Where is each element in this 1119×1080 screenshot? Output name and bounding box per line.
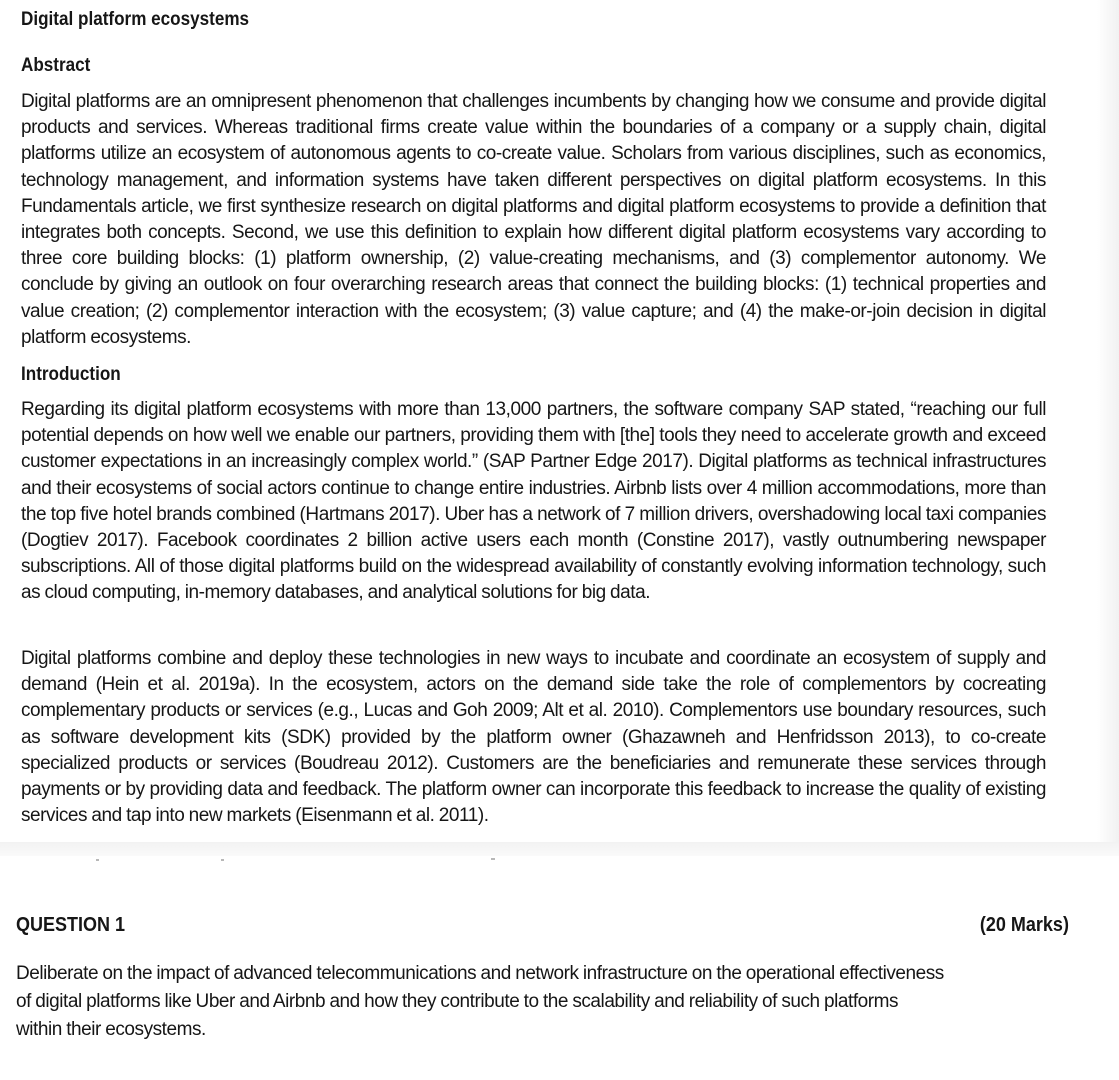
document-title: Digital platform ecosystems: [21, 9, 250, 30]
abstract-paragraph: Digital platforms are an omnipresent phenomenon that challenges incumbents by changing how we consume and provide digital products and services. Whereas traditional firms create value within the boundaries of a company or a supply chain, digital platforms utilize an ecosystem of autonomous agents to co-create value. Scholars from various disciplines, such as economics, technology management, and information systems have taken different perspectives on digital platform ecosystems. In this Fundamentals article, we first synthesize research on digital platforms and digital platform ecosystems to provide a definition that integrates both concepts. Second, we use this definition to explain how different digital platform ecosystems vary according to three core building blocks: (1) platform ownership, (2) value-creating mechanisms, and (3) complementor autonomy. We conclude by giving an outlook on four overarching research areas that connect the building blocks: (1) technical properties and value creation; (2) complementor interaction with the ecosystem; (3) value capture; and (4) the make-or-join decision in digital platform ecosystems.: [21, 91, 1046, 348]
scan-shadow-edge: [1097, 0, 1119, 848]
abstract-heading: Abstract: [21, 55, 91, 76]
cropped-text-remnant: [0, 856, 1119, 866]
introduction-paragraph-2: Digital platforms combine and deploy these technologies in new ways to incubate and coordinate an ecosystem of supply and demand (Hein et al. 2019a). In the ecosystem, actors on the demand side take the role of complementors by cocreating complementary products or services (e.g., Lucas and Goh 2009; Alt et al. 2010). Complementors use boundary resources, such as software development kits (SDK) provided by the platform owner (Ghazawneh and Henfridsson 2013), to co-create specialized products or services (Boudreau 2012). Customers are the beneficiaries and remunerate these services through payments or by providing data and feedback. The platform owner can incorporate this feedback to increase the quality of existing services and tap into new markets (Eisenmann et al. 2011).: [21, 648, 1046, 827]
question-marks: (20 Marks): [979, 914, 1069, 936]
image-divider: [0, 842, 1119, 856]
question-text: Deliberate on the impact of advanced telecommunications and network infrastructure on the operational effectiveness of digital platforms like Uber and Airbnb and how they contribute to the scalability and reliability of such platforms within their ecosystems.: [16, 963, 944, 1040]
question-title: QUESTION 1: [16, 914, 126, 936]
introduction-paragraph-1: Regarding its digital platform ecosystems with more than 13,000 partners, the software company SAP stated, “reaching our full potential depends on how well we enable our partners, providing them with [the] tools they need to accelerate growth and exceed customer expectations in an increasingly complex world.” (SAP Partner Edge 2017). Digital platforms as technical infrastructures and their ecosystems of social actors continue to change entire industries. Airbnb lists over 4 million accommodations, more than the top five hotel brands combined (Hartmans 2017). Uber has a network of 7 million drivers, overshadowing local taxi companies (Dogtiev 2017). Facebook coordinates 2 billion active users each month (Constine 2017), vastly outnumbering newspaper subscriptions. All of those digital platforms build on the widespread availability of constantly evolving information technology, such as cloud computing, in-memory databases, and analytical solutions for big data.: [21, 399, 1046, 604]
introduction-heading: Introduction: [21, 364, 121, 385]
